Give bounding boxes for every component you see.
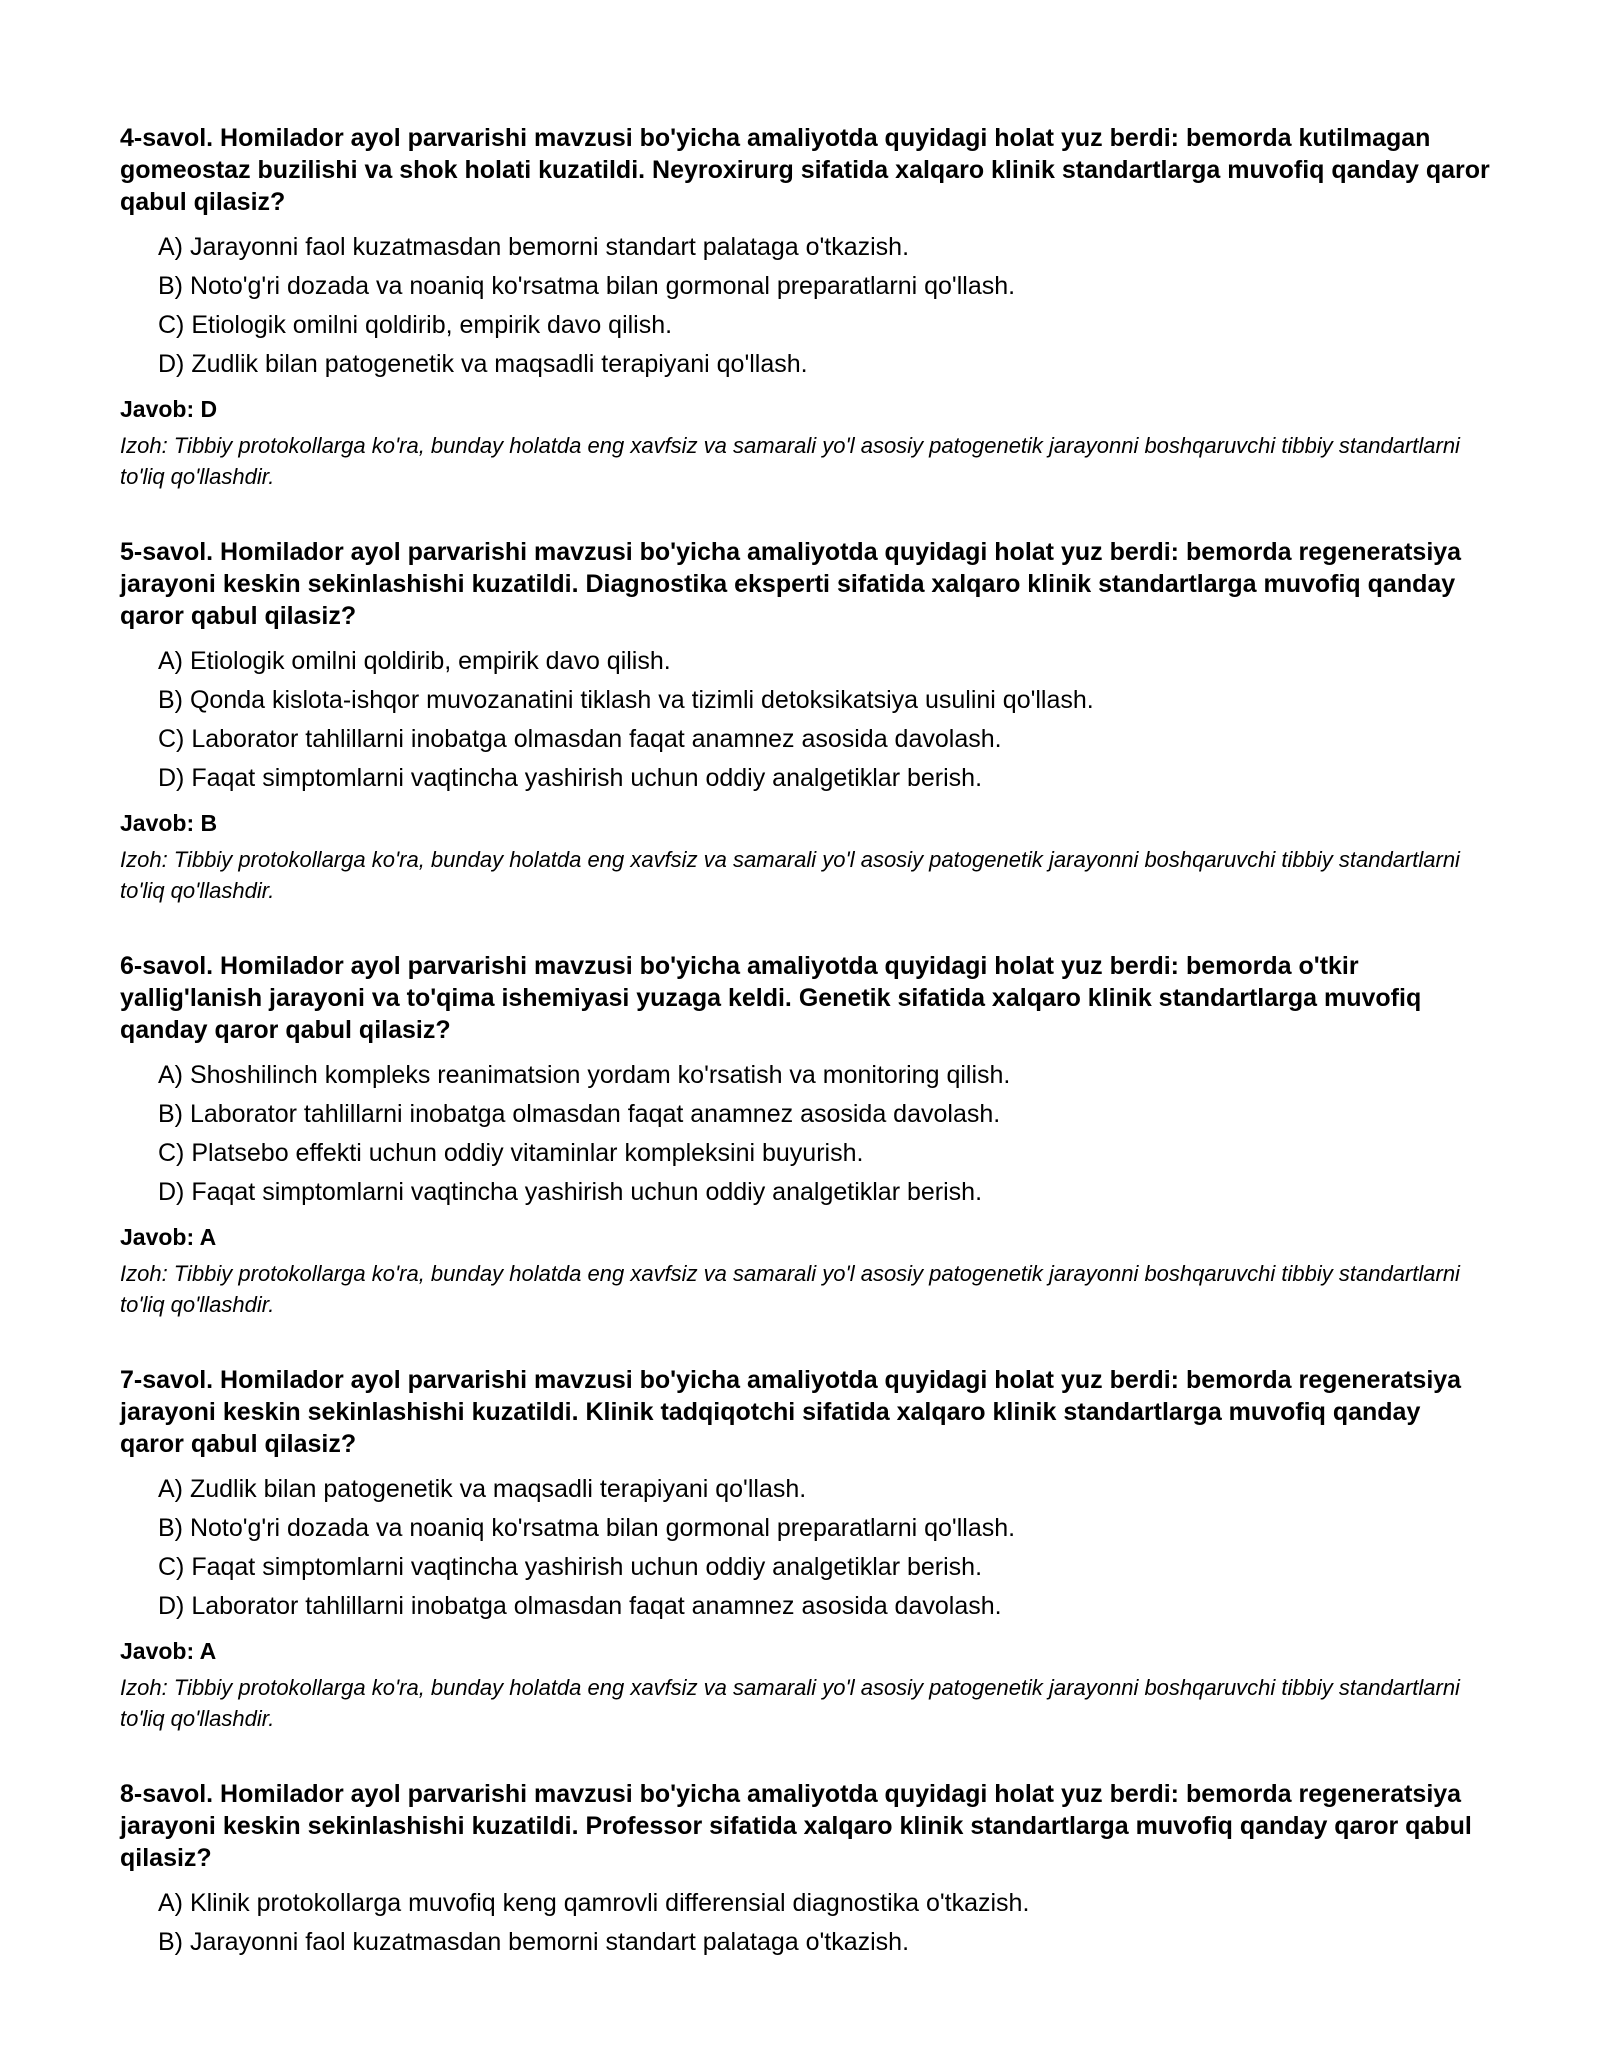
option-a: A) Shoshilinch kompleks reanimatsion yordam ko'rsatish va monitoring qilish.: [158, 1061, 1011, 1089]
answer-options: [120, 1056, 1490, 1212]
option-a: A) Klinik protokollarga muvofiq keng qamrovli differensial diagnostika o'tkazish.: [158, 1889, 1030, 1917]
question-text: 5-savol. Homilador ayol parvarishi mavzusi bo'yicha amaliyotda quyidagi holat yuz berdi: bemorda regeneratsiya jarayoni keskin sekinlashishi kuzatildi. Diagnostika eksperti sifatida xalqaro klinik standartlarga muvofiq qanday qaror qabul qilasiz?: [120, 538, 1462, 630]
option-a: A) Jarayonni faol kuzatmasdan bemorni standart palataga o'tkazish.: [158, 233, 910, 261]
answer-options: [120, 228, 1490, 384]
question-block: [120, 950, 1490, 1320]
option-b: B) Noto'g'ri dozada va noaniq ko'rsatma bilan gormonal preparatlarni qo'llash.: [158, 272, 1016, 300]
question-block: [120, 1778, 1490, 1962]
question-block: [120, 536, 1490, 906]
option-b: B) Qonda kislota-ishqor muvozanatini tiklash va tizimli detoksikatsiya usulini qo'llash.: [158, 686, 1094, 714]
option-b: B) Laborator tahlillarni inobatga olmasdan faqat anamnez asosida davolash.: [158, 1100, 1001, 1128]
answer-label: Javob: B: [120, 810, 218, 836]
question-text: 7-savol. Homilador ayol parvarishi mavzusi bo'yicha amaliyotda quyidagi holat yuz berdi: bemorda regeneratsiya jarayoni keskin sekinlashishi kuzatildi. Klinik tadqiqotchi sifatida xalqaro klinik standartlarga muvofiq qanday qaror qabul qilasiz?: [120, 1366, 1462, 1458]
option-c: C) Laborator tahlillarni inobatga olmasdan faqat anamnez asosida davolash.: [158, 725, 1002, 753]
answer-label: Javob: A: [120, 1224, 217, 1250]
answer-options: [120, 642, 1490, 798]
question-text: 6-savol. Homilador ayol parvarishi mavzusi bo'yicha amaliyotda quyidagi holat yuz berdi: bemorda o'tkir yallig'lanish jarayoni va to'qima ishemiyasi yuzaga keldi. Genetik sifatida xalqaro klinik standartlarga muvofiq qanday qaror qabul qilasiz?: [120, 952, 1422, 1044]
option-c: C) Platsebo effekti uchun oddiy vitaminlar kompleksini buyurish.: [158, 1139, 864, 1167]
explanation-text: Izoh: Tibbiy protokollarga ko'ra, bunday holatda eng xavfsiz va samarali yo'l asosiy patogenetik jarayonni boshqaruvchi tibbiy standartlarni to'liq qo'llashdir.: [120, 847, 1460, 903]
option-a: A) Zudlik bilan patogenetik va maqsadli terapiyani qo'llash.: [158, 1475, 807, 1503]
answer-label: Javob: A: [120, 1638, 217, 1664]
option-d: D) Laborator tahlillarni inobatga olmasdan faqat anamnez asosida davolash.: [158, 1592, 1002, 1620]
option-a: A) Etiologik omilni qoldirib, empirik davo qilish.: [158, 647, 671, 675]
explanation-text: Izoh: Tibbiy protokollarga ko'ra, bunday holatda eng xavfsiz va samarali yo'l asosiy patogenetik jarayonni boshqaruvchi tibbiy standartlarni to'liq qo'llashdir.: [120, 1261, 1460, 1317]
document-page: [120, 122, 1490, 2006]
explanation-text: Izoh: Tibbiy protokollarga ko'ra, bunday holatda eng xavfsiz va samarali yo'l asosiy patogenetik jarayonni boshqaruvchi tibbiy standartlarni to'liq qo'llashdir.: [120, 433, 1460, 489]
answer-options: [120, 1884, 1490, 1962]
option-b: B) Noto'g'ri dozada va noaniq ko'rsatma bilan gormonal preparatlarni qo'llash.: [158, 1514, 1016, 1542]
explanation-text: Izoh: Tibbiy protokollarga ko'ra, bunday holatda eng xavfsiz va samarali yo'l asosiy patogenetik jarayonni boshqaruvchi tibbiy standartlarni to'liq qo'llashdir.: [120, 1675, 1460, 1731]
question-text: 4-savol. Homilador ayol parvarishi mavzusi bo'yicha amaliyotda quyidagi holat yuz berdi: bemorda kutilmagan gomeostaz buzilishi va shok holati kuzatildi. Neyroxirurg sifatida xalqaro klinik standartlarga muvofiq qanday qaror qabul qilasiz?: [120, 124, 1490, 216]
option-b: B) Jarayonni faol kuzatmasdan bemorni standart palataga o'tkazish.: [158, 1928, 910, 1956]
option-c: C) Faqat simptomlarni vaqtincha yashirish uchun oddiy analgetiklar berish.: [158, 1553, 983, 1581]
question-block: [120, 1364, 1490, 1734]
question-text: 8-savol. Homilador ayol parvarishi mavzusi bo'yicha amaliyotda quyidagi holat yuz berdi: bemorda regeneratsiya jarayoni keskin sekinlashishi kuzatildi. Professor sifatida xalqaro klinik standartlarga muvofiq qanday qaror qabul qilasiz?: [120, 1780, 1472, 1872]
answer-label: Javob: D: [120, 396, 218, 422]
option-d: D) Faqat simptomlarni vaqtincha yashirish uchun oddiy analgetiklar berish.: [158, 1178, 983, 1206]
answer-options: [120, 1470, 1490, 1626]
option-d: D) Faqat simptomlarni vaqtincha yashirish uchun oddiy analgetiklar berish.: [158, 764, 983, 792]
question-block: [120, 122, 1490, 492]
option-d: D) Zudlik bilan patogenetik va maqsadli terapiyani qo'llash.: [158, 350, 808, 378]
option-c: C) Etiologik omilni qoldirib, empirik davo qilish.: [158, 311, 673, 339]
